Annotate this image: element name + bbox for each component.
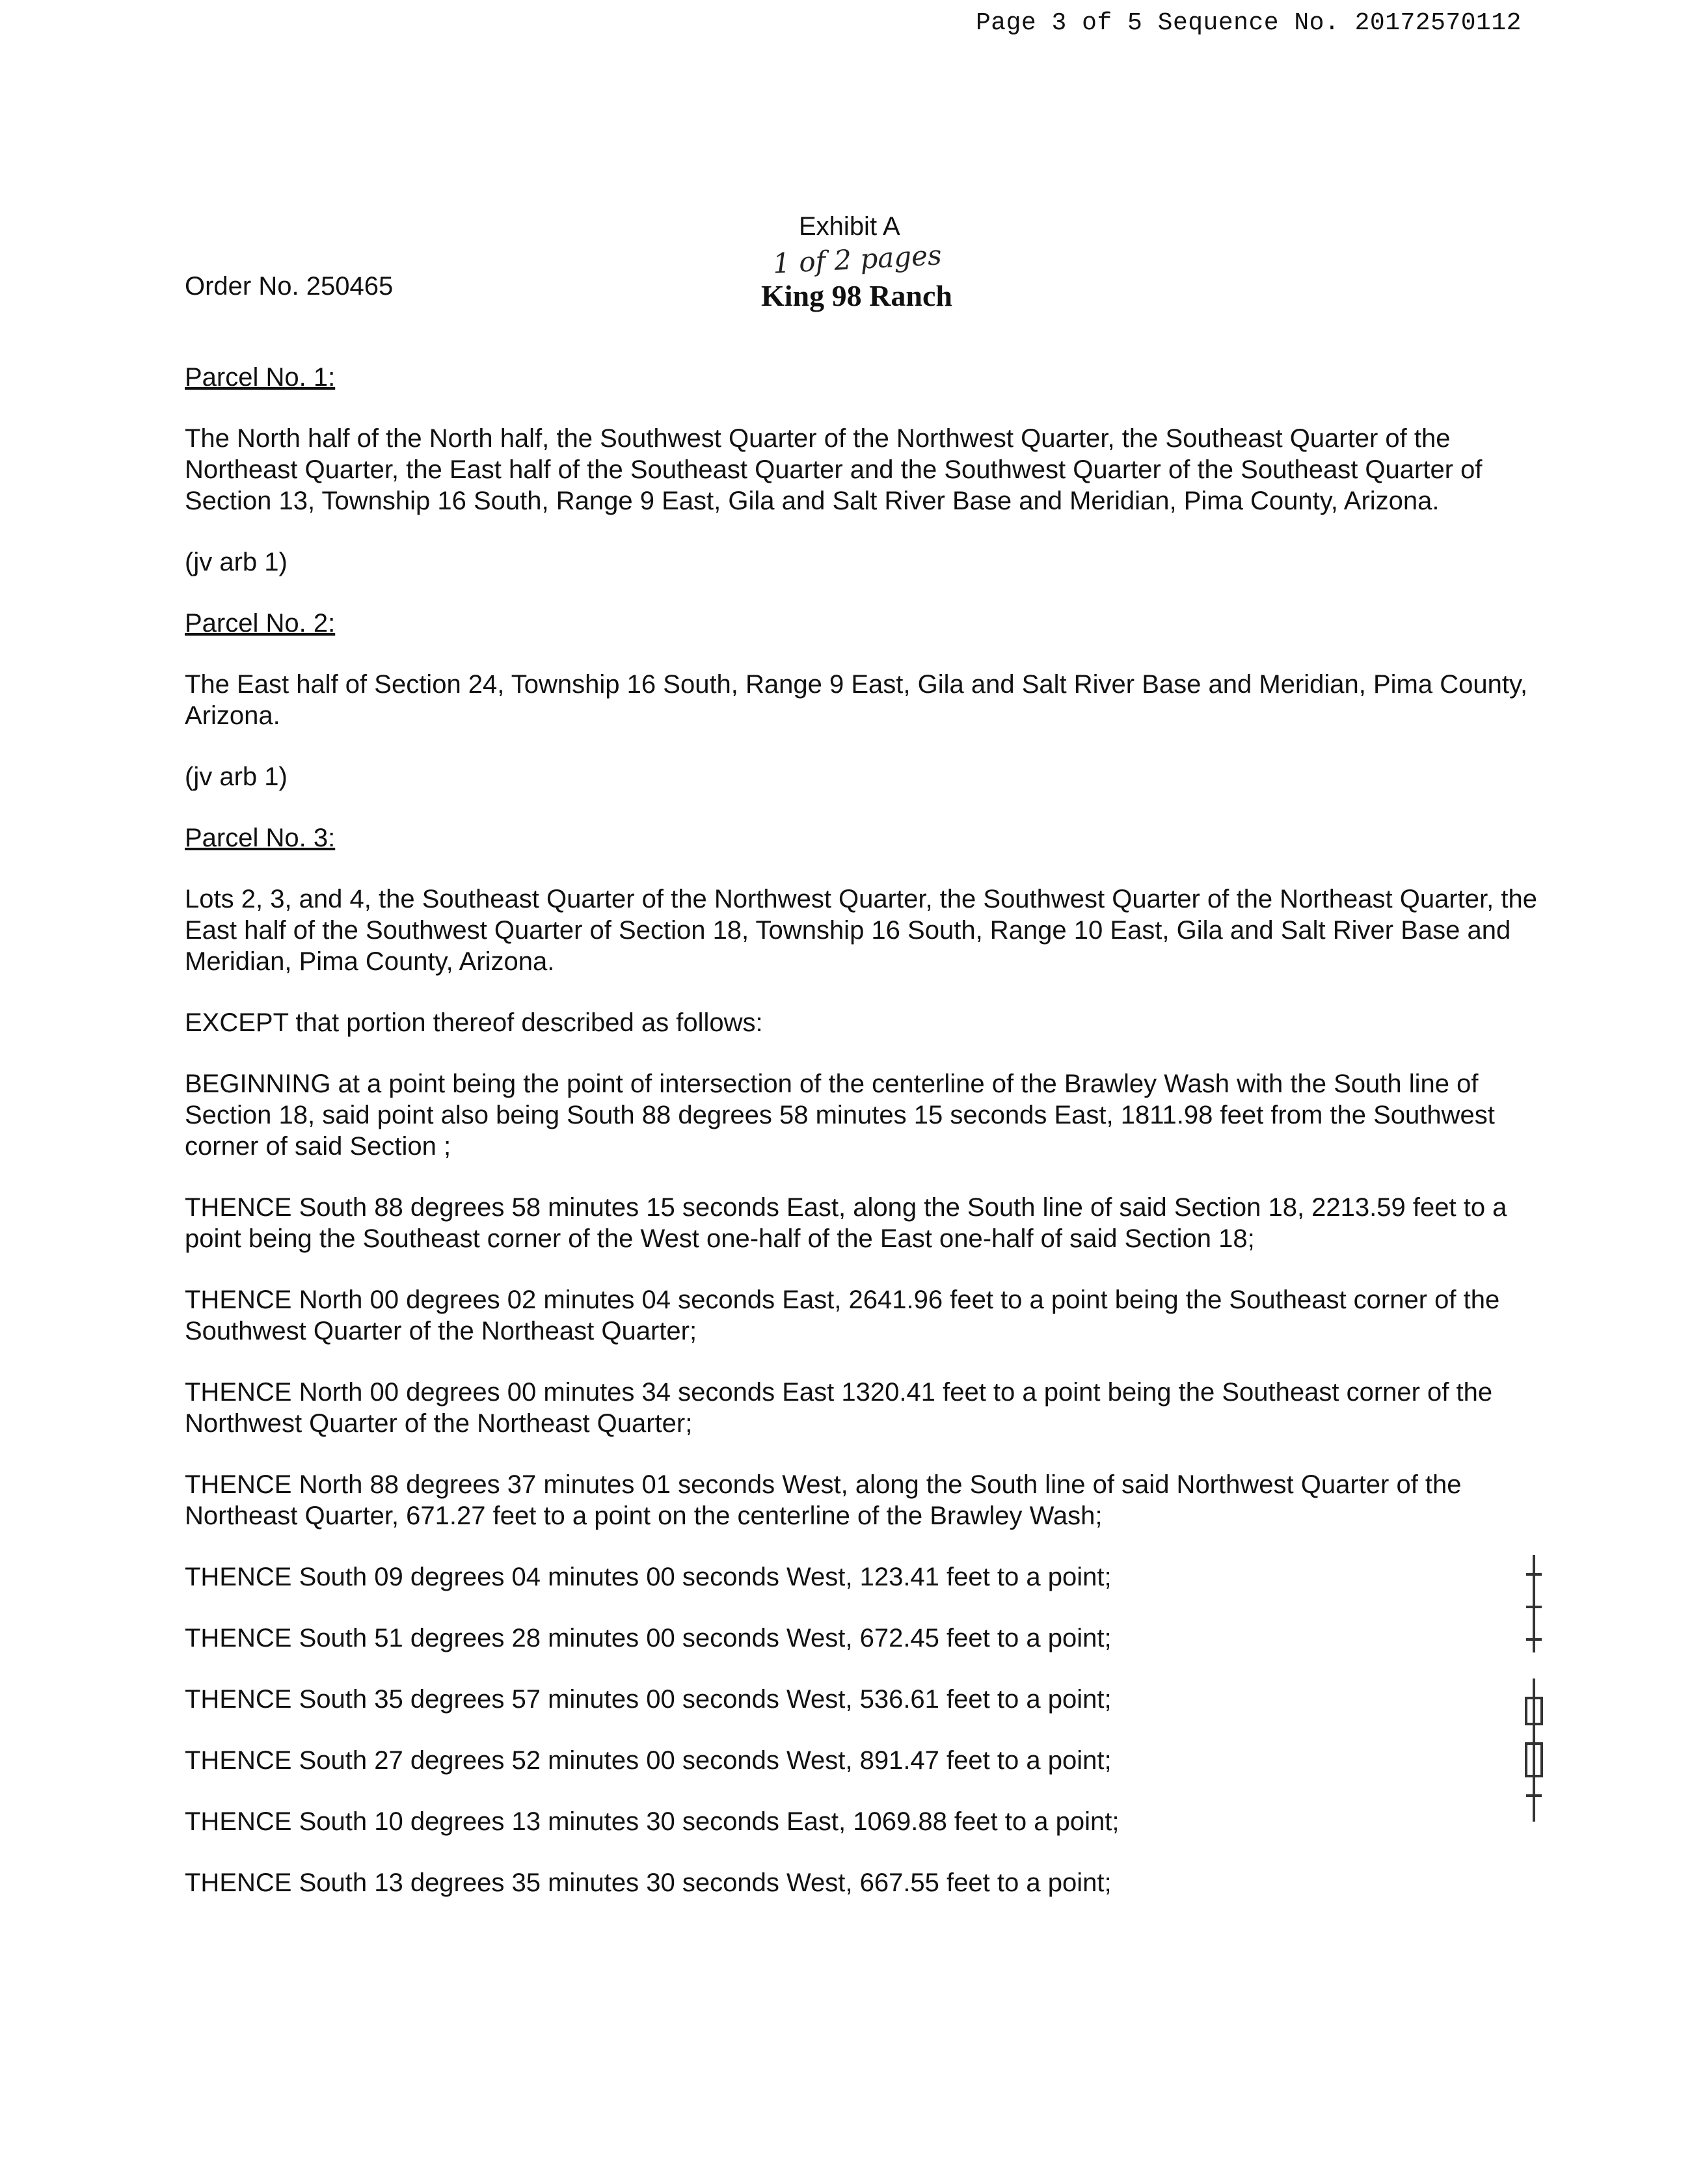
- call-thence: THENCE South 35 degrees 57 minutes 00 seconds West, 536.61 feet to a point;: [185, 1685, 1112, 1714]
- call-thence: THENCE South 51 degrees 28 minutes 00 seconds West, 672.45 feet to a point;: [185, 1624, 1112, 1652]
- parcel-1-note: (jv arb 1): [185, 548, 288, 576]
- parcel-2-heading: Parcel No. 2:: [185, 609, 336, 638]
- parcel-2-note: (jv arb 1): [185, 762, 288, 791]
- call-thence: THENCE North 00 degrees 00 minutes 34 seconds East 1320.41 feet to a point being the Southeast corner of the Northwest Quarter of the Northeast Quarter;: [185, 1378, 1493, 1438]
- call-thence: THENCE South 10 degrees 13 minutes 30 seconds East, 1069.88 feet to a point;: [185, 1807, 1120, 1836]
- call-thence: THENCE North 00 degrees 02 minutes 04 seconds East, 2641.96 feet to a point being the Southeast corner of the Southwest Quarter of the Northeast Quarter;: [185, 1286, 1500, 1345]
- legal-description: [185, 362, 1538, 1928]
- parcel-3-description: Lots 2, 3, and 4, the Southeast Quarter of the Northwest Quarter, the Southwest Quarter of the Northeast Quarter, the East half of the Southwest Quarter of Section 18, Township 16 South, Range 10 East, Gila and Salt River Base and Meridian, Pima County, Arizona.: [185, 885, 1537, 976]
- parcel-1-heading: Parcel No. 1:: [185, 363, 336, 392]
- exhibit-label: Exhibit A: [799, 212, 900, 241]
- margin-recording-stamp: [1521, 1548, 1547, 1835]
- ranch-name: King 98 Ranch: [761, 279, 952, 312]
- handwritten-page-note: 1 of 2 pages: [772, 239, 943, 280]
- page-sequence-header: Page 3 of 5 Sequence No. 20172570112: [976, 9, 1522, 37]
- call-thence: THENCE North 88 degrees 37 minutes 01 seconds West, along the South line of said Northwest Quarter of the Northeast Quarter, 671.27 feet to a point on the centerline of the Brawley Wash;: [185, 1470, 1462, 1530]
- call-beginning: BEGINNING at a point being the point of intersection of the centerline of the Brawley Wash with the South line of Section 18, said point also being South 88 degrees 58 minutes 15 seconds East, 1811.98 feet from the Southwest corner of said Section ;: [185, 1070, 1495, 1161]
- order-number: Order No. 250465: [185, 272, 394, 301]
- parcel-1-description: The North half of the North half, the Southwest Quarter of the Northwest Quarter, the Southeast Quarter of the Northeast Quarter, the East half of the Southeast Quarter and the Southwest Quarter of the Southeast Quarter of Section 13, Township 16 South, Range 9 East, Gila and Salt River Base and Meridian, Pima County, Arizona.: [185, 424, 1483, 515]
- call-thence: THENCE South 09 degrees 04 minutes 00 seconds West, 123.41 feet to a point;: [185, 1563, 1112, 1591]
- call-thence: THENCE South 13 degrees 35 minutes 30 seconds West, 667.55 feet to a point;: [185, 1868, 1112, 1897]
- call-thence: THENCE South 88 degrees 58 minutes 15 seconds East, along the South line of said Section 18, 2213.59 feet to a point being the Southeast corner of the West one-half of the East one-half of said Section 18;: [185, 1193, 1507, 1253]
- call-thence: THENCE South 27 degrees 52 minutes 00 seconds West, 891.47 feet to a point;: [185, 1746, 1112, 1775]
- parcel-3-heading: Parcel No. 3:: [185, 824, 336, 852]
- except-intro: EXCEPT that portion thereof described as follows:: [185, 1008, 763, 1037]
- parcel-2-description: The East half of Section 24, Township 16 South, Range 9 East, Gila and Salt River Base and Meridian, Pima County, Arizona.: [185, 670, 1528, 730]
